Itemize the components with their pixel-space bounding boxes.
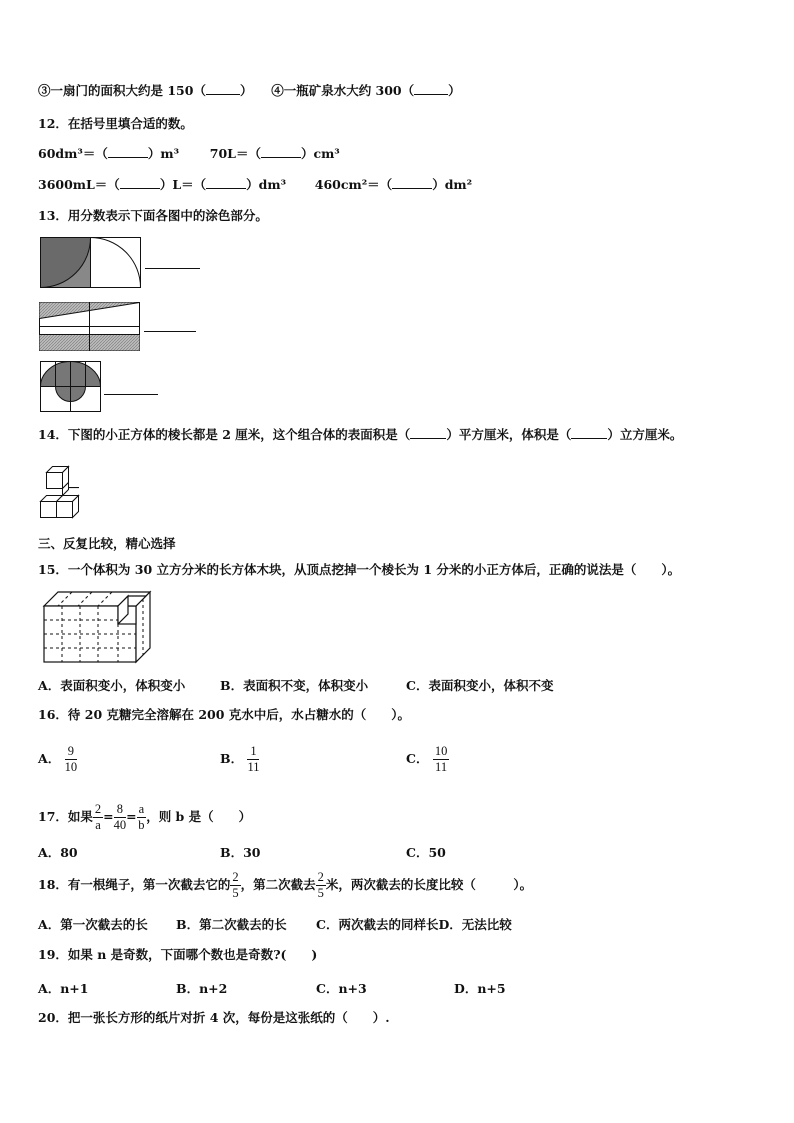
- option-18-b[interactable]: B．第二次截去的长: [176, 917, 287, 932]
- numerator: 8: [114, 802, 127, 818]
- question-19-title: 19．如果 n 是奇数，下面哪个数也是奇数?( ): [38, 947, 318, 962]
- question-13-title: 13．用分数表示下面各图中的涂色部分。: [38, 208, 268, 223]
- fraction: [230, 870, 240, 901]
- fraction: [93, 802, 103, 833]
- equals-sign: =: [126, 809, 137, 824]
- option-15-c[interactable]: C．表面积变小，体积不变: [406, 678, 554, 693]
- option-19-b[interactable]: B．n+2: [176, 981, 228, 996]
- numerator: 2: [317, 870, 324, 884]
- option-label: B．: [220, 751, 244, 766]
- option-17-a[interactable]: A．80: [38, 845, 78, 860]
- option-16-a[interactable]: [38, 744, 77, 775]
- denominator: a: [95, 818, 101, 832]
- paren-close: ）: [239, 83, 253, 98]
- question-text: ）平方厘米，体积是（: [446, 427, 572, 442]
- section-3-title: 三、反复比较，精心选择: [38, 536, 176, 551]
- option-19-a[interactable]: A．n+1: [38, 981, 89, 996]
- option-16-c[interactable]: [406, 744, 449, 775]
- numerator: 2: [94, 802, 102, 816]
- answer-blank[interactable]: [108, 147, 148, 158]
- question-text: 米，两次截去的长度比较（ ）。: [325, 877, 533, 892]
- denominator: 11: [247, 760, 260, 774]
- option-label: C．: [406, 751, 429, 766]
- unit-text: ）dm²: [432, 177, 473, 192]
- numerator: 9: [65, 744, 78, 760]
- unit-text: 460cm²＝（: [314, 177, 393, 192]
- option-16-b[interactable]: [220, 744, 259, 775]
- answer-line-fig3[interactable]: [104, 394, 158, 395]
- question-text: 18．有一根绳子，第一次截去它的: [38, 877, 231, 892]
- option-19-c[interactable]: C．n+3: [316, 981, 367, 996]
- q-door-area: ③一扇门的面积大约是 150（: [38, 83, 206, 98]
- answer-blank[interactable]: [392, 178, 432, 189]
- fraction: [433, 744, 450, 775]
- answer-blank[interactable]: [261, 147, 301, 158]
- question-16-title: 16．待 20 克糖完全溶解在 200 克水中后，水占糖水的（ ）。: [38, 707, 411, 722]
- q-water-bottle: ④一瓶矿泉水大约 300（: [271, 83, 415, 98]
- denominator: 11: [435, 760, 448, 774]
- question-text: ，第二次截去: [240, 877, 316, 892]
- question-text: 14．下图的小正方体的棱长都是 2 厘米，这个组合体的表面积是（: [38, 427, 411, 442]
- option-label: A．: [38, 751, 61, 766]
- unit-text: 70L＝（: [209, 146, 261, 161]
- question-text: 17．如果: [38, 809, 93, 824]
- answer-line-fig2[interactable]: [144, 331, 196, 332]
- figure-quarter-circles: [40, 237, 144, 289]
- question-14: [38, 427, 682, 443]
- paren-close: ）: [448, 83, 461, 98]
- fraction: [137, 802, 147, 833]
- figure-striped-rectangle: [39, 302, 143, 352]
- question-17: [38, 800, 251, 834]
- answer-blank[interactable]: [414, 84, 448, 95]
- fraction: [316, 870, 326, 901]
- question-18: [38, 868, 532, 902]
- question-text: ，则 b 是（ ）: [146, 809, 252, 824]
- unit-text: ）dm³: [246, 177, 287, 192]
- fraction: [247, 744, 259, 775]
- fraction: [65, 744, 78, 775]
- option-17-b[interactable]: B．30: [220, 845, 261, 860]
- question-15-title: 15．一个体积为 30 立方分米的长方体木块，从顶点挖掉一个棱长为 1 分米的小正方体后，正确的说法是（ ）。: [38, 562, 681, 577]
- question-12-line-2: [38, 177, 472, 193]
- option-15-a[interactable]: A．表面积变小，体积变小: [38, 678, 186, 693]
- question-20-title: 20．把一张长方形的纸片对折 4 次，每份是这张纸的（ ）.: [38, 1010, 390, 1025]
- unit-text: 3600mL＝（: [38, 177, 120, 192]
- option-17-c[interactable]: C．50: [406, 845, 446, 860]
- answer-blank[interactable]: [410, 428, 446, 439]
- option-18-c-d[interactable]: C．两次截去的同样长D．无法比较: [316, 917, 512, 932]
- answer-blank[interactable]: [206, 178, 246, 189]
- answer-line-fig1[interactable]: [145, 268, 200, 269]
- figure-cube-stack: [38, 463, 98, 521]
- unit-text: ）cm³: [300, 146, 340, 161]
- figure-cuboid-cut: [42, 590, 154, 666]
- fraction: [114, 802, 127, 833]
- option-18-a[interactable]: A．第一次截去的长: [38, 917, 148, 932]
- question-text: ）立方厘米。: [607, 427, 683, 442]
- unit-text: 60dm³＝（: [38, 146, 108, 161]
- denominator: 40: [113, 818, 127, 832]
- denominator: 5: [232, 886, 239, 900]
- denominator: 5: [317, 886, 324, 900]
- question-12-line-1: [38, 146, 340, 162]
- denominator: b: [138, 818, 145, 832]
- denominator: 10: [64, 760, 78, 774]
- equals-sign: =: [103, 809, 114, 824]
- answer-blank[interactable]: [120, 178, 160, 189]
- unit-text: ）L＝（: [159, 177, 207, 192]
- figure-semicircle-grid: [40, 361, 102, 413]
- option-19-d[interactable]: D．n+5: [454, 981, 506, 996]
- answer-blank[interactable]: [206, 84, 240, 95]
- question-12-title: 12．在括号里填合适的数。: [38, 116, 193, 131]
- numerator: a: [138, 802, 145, 816]
- answer-blank[interactable]: [571, 428, 607, 439]
- numerator: 1: [247, 744, 259, 760]
- unit-text: ）m³: [147, 146, 180, 161]
- numerator: 10: [434, 744, 448, 758]
- option-15-b[interactable]: B．表面积不变，体积变小: [220, 678, 369, 693]
- numerator: 2: [232, 870, 239, 884]
- question-11-line: [38, 83, 461, 99]
